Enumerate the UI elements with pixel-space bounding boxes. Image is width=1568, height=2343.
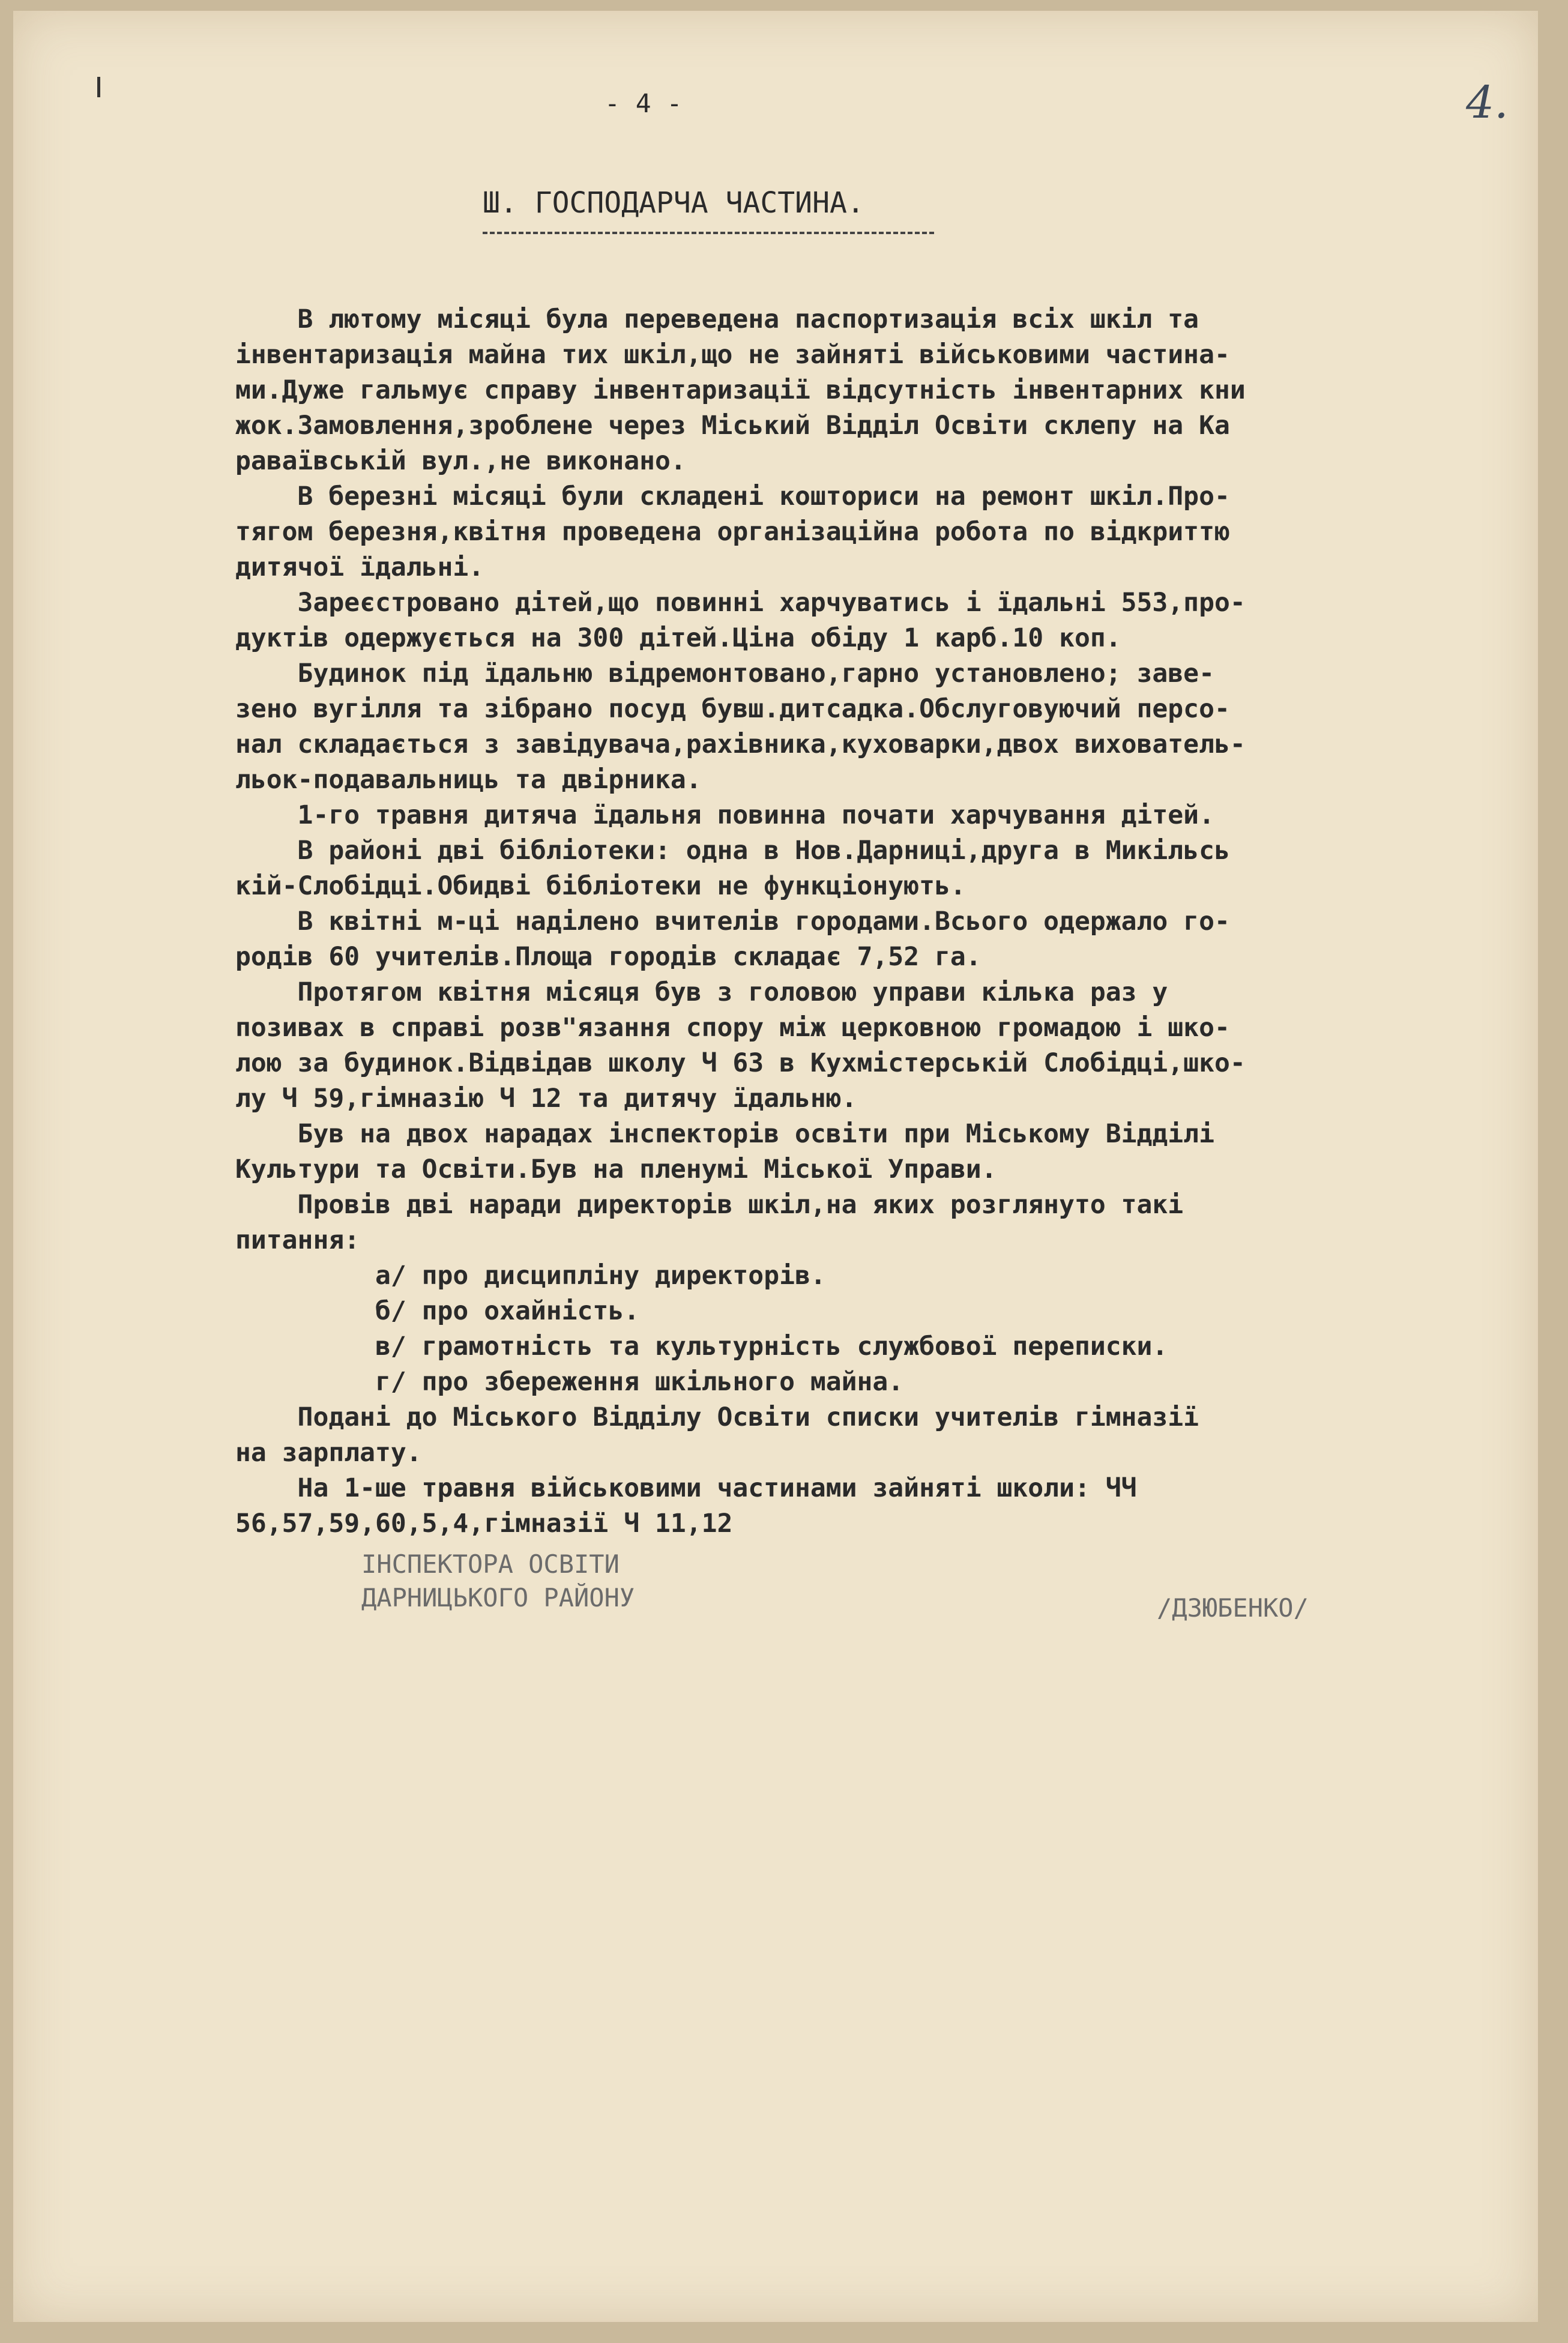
body-line: лу Ч 59,гімназію Ч 12 та дитячу їдальню.: [235, 1084, 857, 1114]
body-line: в/ грамотність та культурність службової переписки.: [235, 1331, 1168, 1361]
body-line: родів 60 учителів.Площа городів складає 7,52 га.: [235, 942, 982, 972]
body-line: жок.Замовлення,зроблене через Міський Відділ Освіти склепу на Ка: [235, 411, 1230, 441]
body-line: В районі дві бібліотеки: одна в Нов.Дарниці,друга в Микільсь: [235, 836, 1230, 866]
body-line: Культури та Освіти.Був на пленумі Міської Управи.: [235, 1154, 997, 1184]
body-line: зено вугілля та зібрано посуд бувш.дитсадка.Обслуговуючий персо-: [235, 694, 1230, 724]
body-line: а/ про дисципліну директорів.: [235, 1261, 826, 1291]
body-line: льок-подавальниць та двірника.: [235, 765, 702, 795]
body-line: На 1-ше травня військовими частинами зайняті школи: ЧЧ: [235, 1473, 1137, 1503]
body-line: інвентаризація майна тих шкіл,що не зайняті військовими частина-: [235, 340, 1230, 370]
body-line: кій-Слобідці.Обидві бібліотеки не функціонують.: [235, 871, 966, 901]
page-number: - 4 -: [605, 89, 683, 119]
body-line: дуктів одержується на 300 дітей.Ціна обіду 1 карб.10 коп.: [235, 623, 1121, 653]
body-line: лою за будинок.Відвідав школу Ч 63 в Кухмістерській Слобідці,шко-: [235, 1048, 1246, 1078]
body-line: дитячої їдальні.: [235, 552, 484, 582]
section-title: Ш. ГОСПОДАРЧА ЧАСТИНА.: [483, 186, 864, 220]
body-text: [235, 302, 1550, 1542]
body-line: Зареєстровано дітей,що повинні харчуватись і їдальні 553,про-: [235, 588, 1246, 618]
body-line: 1-го травня дитяча їдальня повинна почати харчування дітей.: [235, 800, 1214, 830]
signature-block: [361, 1548, 635, 1615]
signature-title-line-1: ІНСПЕКТОРА ОСВІТИ: [361, 1549, 620, 1579]
body-line: Провів дві наради директорів шкіл,на яких розглянуто такі: [235, 1190, 1184, 1220]
margin-mark: [97, 77, 111, 97]
body-line: В квітні м-ці наділено вчителів городами.Всього одержало го-: [235, 906, 1230, 936]
body-line: питання:: [235, 1225, 360, 1255]
body-line: нал складається з завідувача,рахівника,куховарки,двох вихователь-: [235, 729, 1246, 759]
body-line: ми.Дуже гальмує справу інвентаризації відсутність інвентарних кни: [235, 375, 1246, 405]
body-line: Будинок під їдальню відремонтовано,гарно установлено; заве-: [235, 659, 1214, 689]
signature-name: /ДЗЮБЕНКО/: [1157, 1593, 1309, 1623]
body-line: позивах в справі розв"язання спору між церковною громадою і шко-: [235, 1013, 1230, 1043]
body-line: раваївській вул.,не виконано.: [235, 446, 686, 476]
body-line: В лютому місяці була переведена паспортизація всіх шкіл та: [235, 304, 1199, 334]
title-underline: [483, 232, 934, 234]
body-line: тягом березня,квітня проведена організаційна робота по відкриттю: [235, 517, 1230, 547]
body-line: б/ про охайність.: [235, 1296, 640, 1326]
body-line: Був на двох нарадах інспекторів освіти при Міському Відділі: [235, 1119, 1214, 1149]
signature-title-line-2: ДАРНИЦЬКОГО РАЙОНУ: [361, 1583, 635, 1612]
body-line: В березні місяці були складені кошториси на ремонт шкіл.Про-: [235, 481, 1230, 511]
document-page: [13, 11, 1538, 2322]
body-line: 56,57,59,60,5,4,гімназії Ч 11,12: [235, 1509, 733, 1539]
body-line: Подані до Міського Відділу Освіти списки учителів гімназії: [235, 1402, 1199, 1432]
body-line: на зарплату.: [235, 1438, 422, 1468]
body-line: г/ про збереження шкільного майна.: [235, 1367, 904, 1397]
body-line: Протягом квітня місяця був з головою управи кілька раз у: [235, 977, 1168, 1007]
handwritten-folio-number: 4.: [1466, 77, 1509, 128]
